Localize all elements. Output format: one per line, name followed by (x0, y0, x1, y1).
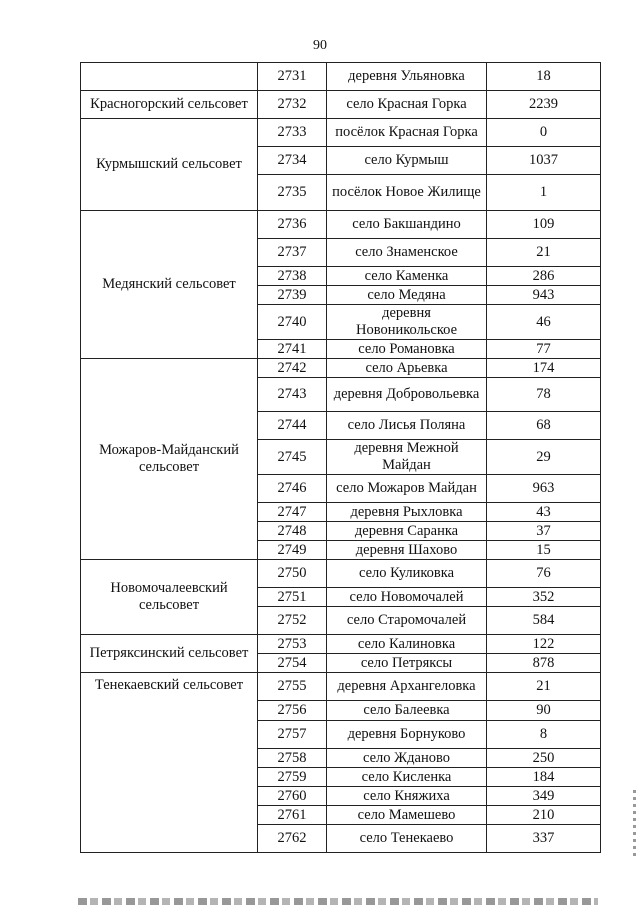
settlement-number-cell: 2746 (258, 475, 327, 503)
population-cell: 1 (487, 175, 601, 211)
settlement-number-cell: 2745 (258, 440, 327, 475)
settlement-name-cell: село Романовка (327, 340, 487, 359)
settlement-number-cell: 2752 (258, 607, 327, 635)
table-row (81, 63, 601, 91)
settlement-name-cell: посёлок Новое Жилище (327, 175, 487, 211)
settlement-name-cell: село Старомочалей (327, 607, 487, 635)
population-cell: 43 (487, 503, 601, 522)
settlement-number-cell: 2761 (258, 806, 327, 825)
population-cell: 286 (487, 267, 601, 286)
settlement-name-cell: деревня Борнуково (327, 721, 487, 749)
settlement-name-cell: село Красная Горка (327, 91, 487, 119)
settlement-number-cell: 2736 (258, 211, 327, 239)
population-cell: 76 (487, 560, 601, 588)
table-row (81, 635, 601, 654)
district-cell: Красногорский сельсовет (81, 91, 258, 119)
settlement-name-cell: село Калиновка (327, 635, 487, 654)
settlement-number-cell: 2738 (258, 267, 327, 286)
settlement-number-cell: 2741 (258, 340, 327, 359)
settlement-number-cell: 2750 (258, 560, 327, 588)
settlement-number-cell: 2742 (258, 359, 327, 378)
population-cell: 584 (487, 607, 601, 635)
population-cell: 18 (487, 63, 601, 91)
settlement-name-cell: деревня Саранка (327, 522, 487, 541)
settlement-name-cell: село Жданово (327, 749, 487, 768)
settlements-table (80, 62, 601, 853)
population-cell: 37 (487, 522, 601, 541)
population-cell: 68 (487, 412, 601, 440)
settlement-number-cell: 2739 (258, 286, 327, 305)
settlement-name-cell: деревня Ульяновка (327, 63, 487, 91)
settlement-number-cell: 2743 (258, 378, 327, 412)
population-cell: 29 (487, 440, 601, 475)
district-cell: Новомочалеевский сельсовет (81, 560, 258, 635)
settlement-number-cell: 2762 (258, 825, 327, 853)
scan-right-edge-marks (633, 790, 636, 860)
settlement-name-cell: село Мамешево (327, 806, 487, 825)
population-cell: 250 (487, 749, 601, 768)
table-row (81, 211, 601, 239)
settlement-name-cell: село Тенекаево (327, 825, 487, 853)
page-number: 90 (313, 38, 327, 53)
settlement-number-cell: 2744 (258, 412, 327, 440)
settlement-number-cell: 2735 (258, 175, 327, 211)
settlement-name-cell: село Каменка (327, 267, 487, 286)
population-cell: 15 (487, 541, 601, 560)
settlement-name-cell: село Лисья Поляна (327, 412, 487, 440)
settlements-table-body (81, 63, 601, 853)
settlement-name-cell: село Можаров Майдан (327, 475, 487, 503)
settlement-name-cell: посёлок Красная Горка (327, 119, 487, 147)
settlement-number-cell: 2755 (258, 673, 327, 701)
settlement-number-cell: 2747 (258, 503, 327, 522)
settlement-name-cell: село Петряксы (327, 654, 487, 673)
population-cell: 337 (487, 825, 601, 853)
population-cell: 122 (487, 635, 601, 654)
settlement-name-cell: село Куликовка (327, 560, 487, 588)
settlement-name-cell: деревня Новоникольское (327, 305, 487, 340)
population-cell: 0 (487, 119, 601, 147)
population-cell: 963 (487, 475, 601, 503)
settlement-number-cell: 2757 (258, 721, 327, 749)
population-cell: 878 (487, 654, 601, 673)
settlement-name-cell: село Знаменское (327, 239, 487, 267)
settlement-name-cell: деревня Рыхловка (327, 503, 487, 522)
settlement-name-cell: село Балеевка (327, 701, 487, 721)
settlement-number-cell: 2760 (258, 787, 327, 806)
settlement-name-cell: село Курмыш (327, 147, 487, 175)
settlement-name-cell: деревня Добровольевка (327, 378, 487, 412)
population-cell: 109 (487, 211, 601, 239)
settlement-number-cell: 2737 (258, 239, 327, 267)
district-cell: Тенекаевский сельсовет (81, 673, 258, 853)
settlement-number-cell: 2731 (258, 63, 327, 91)
population-cell: 77 (487, 340, 601, 359)
settlement-name-cell: село Княжиха (327, 787, 487, 806)
table-row (81, 359, 601, 378)
settlement-number-cell: 2749 (258, 541, 327, 560)
settlement-number-cell: 2740 (258, 305, 327, 340)
table-row (81, 560, 601, 588)
district-cell: Медянский сельсовет (81, 211, 258, 359)
settlement-name-cell: деревня Архангеловка (327, 673, 487, 701)
settlement-name-cell: деревня Шахово (327, 541, 487, 560)
settlement-name-cell: село Новомочалей (327, 588, 487, 607)
table-row (81, 673, 601, 701)
settlement-name-cell: село Медяна (327, 286, 487, 305)
settlement-number-cell: 2751 (258, 588, 327, 607)
population-cell: 90 (487, 701, 601, 721)
population-cell: 2239 (487, 91, 601, 119)
district-cell: Можаров-Майданский сельсовет (81, 359, 258, 560)
population-cell: 21 (487, 673, 601, 701)
population-cell: 943 (487, 286, 601, 305)
population-cell: 21 (487, 239, 601, 267)
settlement-number-cell: 2759 (258, 768, 327, 787)
district-cell: Курмышский сельсовет (81, 119, 258, 211)
settlement-number-cell: 2734 (258, 147, 327, 175)
district-cell: Петряксинский сельсовет (81, 635, 258, 673)
district-cell (81, 63, 258, 91)
scan-bottom-edge (78, 898, 598, 905)
population-cell: 8 (487, 721, 601, 749)
table-row (81, 119, 601, 147)
settlement-name-cell: село Бакшандино (327, 211, 487, 239)
settlement-name-cell: село Кисленка (327, 768, 487, 787)
population-cell: 78 (487, 378, 601, 412)
population-cell: 1037 (487, 147, 601, 175)
population-cell: 352 (487, 588, 601, 607)
settlement-name-cell: деревня Межной Майдан (327, 440, 487, 475)
settlement-name-cell: село Арьевка (327, 359, 487, 378)
settlement-number-cell: 2733 (258, 119, 327, 147)
population-cell: 349 (487, 787, 601, 806)
population-cell: 184 (487, 768, 601, 787)
table-row (81, 91, 601, 119)
settlement-number-cell: 2758 (258, 749, 327, 768)
settlement-number-cell: 2756 (258, 701, 327, 721)
settlement-number-cell: 2754 (258, 654, 327, 673)
population-cell: 174 (487, 359, 601, 378)
population-cell: 46 (487, 305, 601, 340)
settlement-number-cell: 2748 (258, 522, 327, 541)
settlement-number-cell: 2732 (258, 91, 327, 119)
population-cell: 210 (487, 806, 601, 825)
settlement-number-cell: 2753 (258, 635, 327, 654)
